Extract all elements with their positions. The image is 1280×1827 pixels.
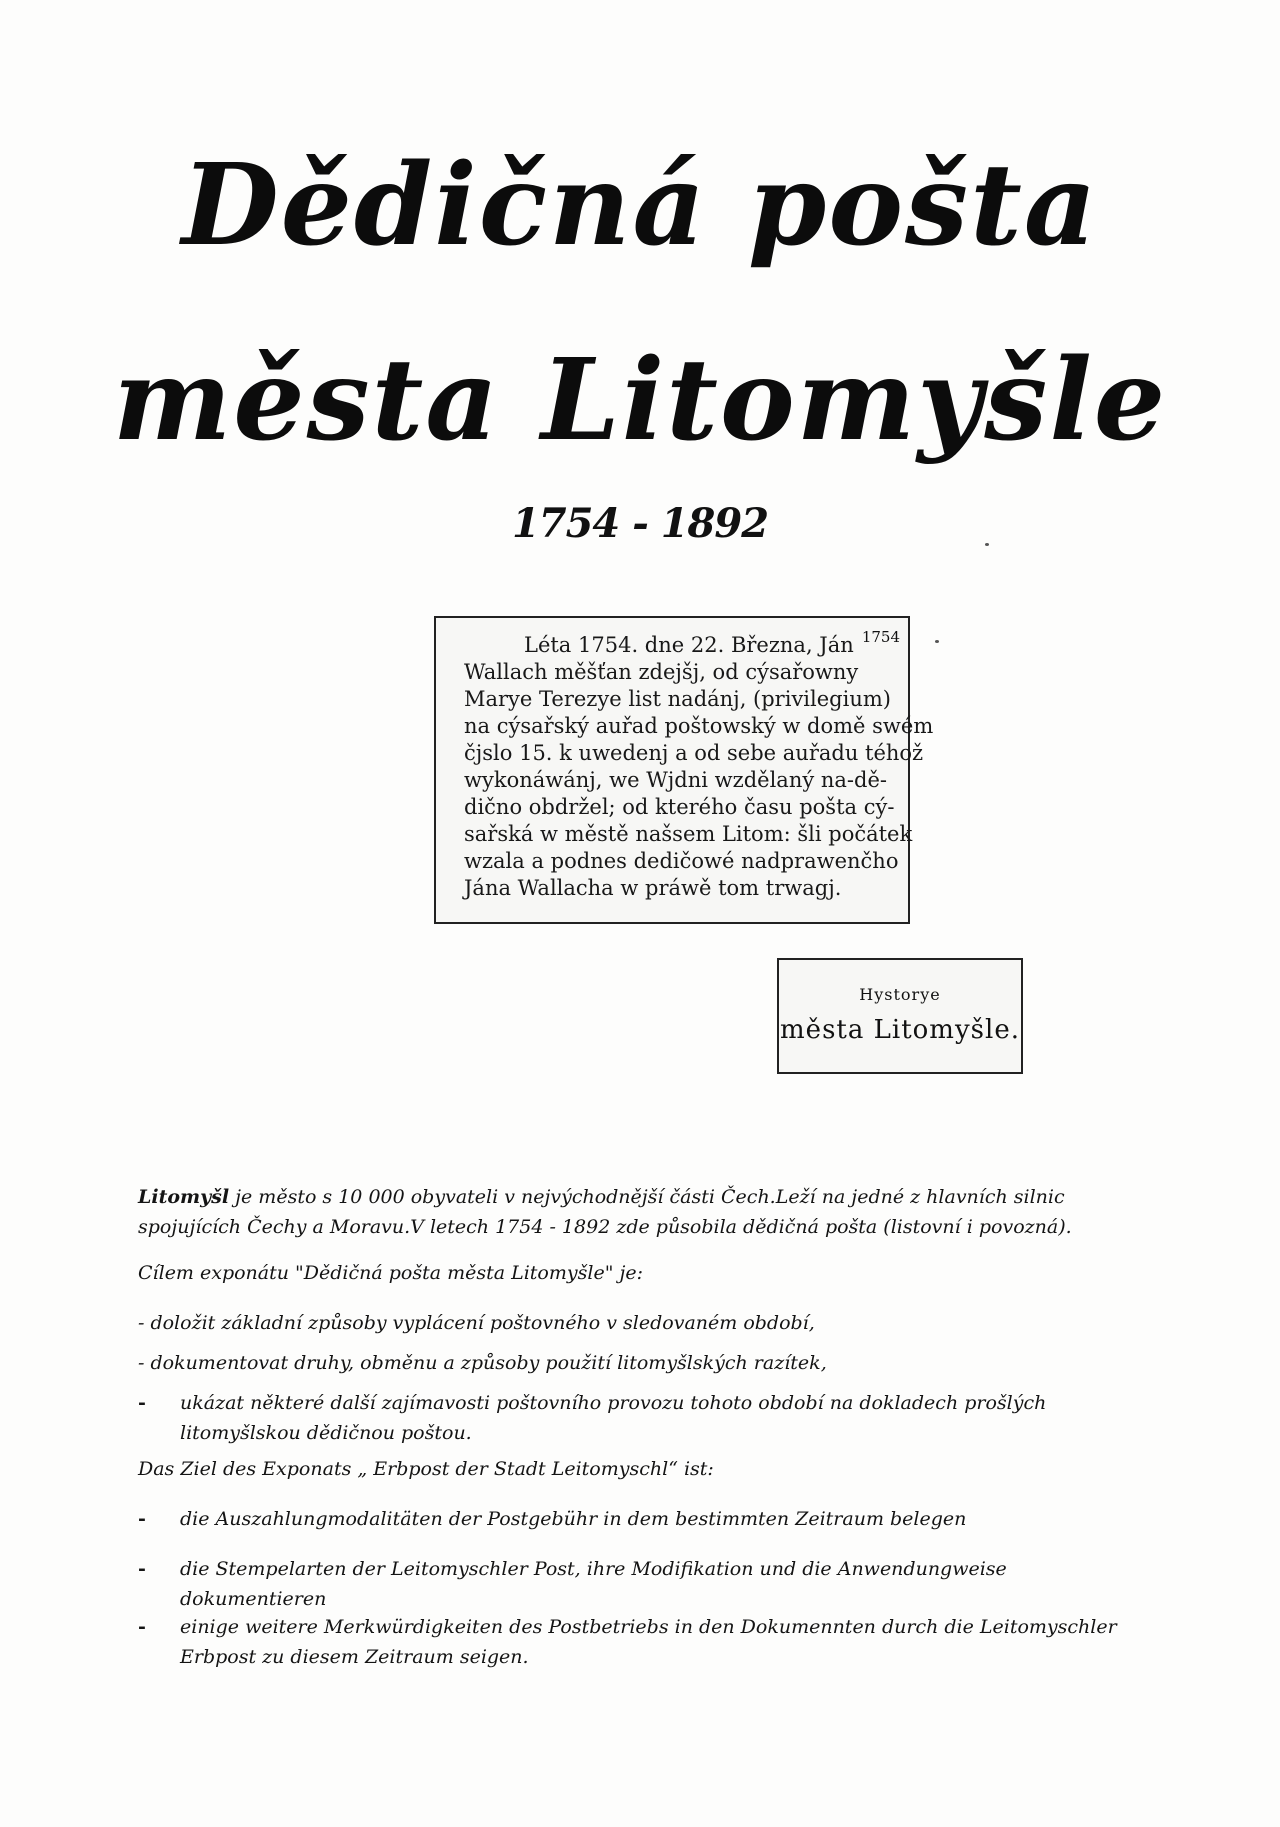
aim-cz-heading: Cílem exponátu "Dědičná pošta města Litomyšle" je:	[138, 1262, 644, 1284]
clipping-line: sařská w městě našsem Litom: šli počátek	[464, 822, 913, 846]
cz-item-3-text: ukázat některé další zajímavosti poštovního provozu tohoto období na dokladech prošlých litomyšlskou dědičnou poštou.	[180, 1392, 1047, 1444]
cz-item-1: - doložit základní způsoby vyplácení poštovného v sledovaném období,	[138, 1312, 815, 1334]
bullet-dash: -	[138, 1558, 146, 1580]
clipping-line: dično obdržel; od kterého času pošta cý-	[464, 795, 895, 819]
clipping-line: Marye Terezye list nadánj, (privilegium)	[464, 687, 891, 711]
aim-de-heading: Das Ziel des Exponats „ Erbpost der Stadt Leitomyschl“ ist:	[138, 1458, 714, 1480]
clipping-line: wzala a podnes dedičowé nadprawenčho	[464, 849, 899, 873]
history-title-clipping	[777, 958, 1023, 1074]
scan-speck	[985, 543, 989, 546]
de-item-2-text: die Stempelarten der Leitomyschler Post, ihre Modifikation und die Anwendungweise dokumentieren	[180, 1558, 1007, 1610]
clipping-line: Léta 1754. dne 22. Března, Ján	[524, 633, 854, 657]
bullet-dash: -	[138, 1508, 146, 1530]
clipping-text	[464, 632, 934, 902]
intro-text: je město s 10 000 obyvateli v nejvýchodnější části Čech.Leží na jedné z hlavních silnic spojujících Čechy a Moravu.V letech 1754 - 1892 zde působila dědičná pošta (listovní i povozná).	[138, 1186, 1072, 1238]
clipping-marginal-year: 1754	[861, 628, 900, 646]
history-clipping-word: Hystorye	[859, 985, 941, 1004]
title-line-2: města Litomyšle	[112, 335, 1168, 466]
intro-lead-word: Litomyšl	[138, 1186, 230, 1208]
de-item-3-text: einige weitere Merkwürdigkeiten des Postbetriebs in den Dokumennten durch die Leitomyschler Erbpost zu diesem Zeitraum seigen.	[180, 1616, 1117, 1668]
year-range: 1754 - 1892	[511, 500, 769, 547]
de-item-1-text: die Auszahlungmodalitäten der Postgebühr in dem bestimmten Zeitraum belegen	[180, 1508, 967, 1530]
intro-paragraph	[138, 1182, 1148, 1242]
clipping-line: Wallach měšťan zdejšj, od cýsařowny	[464, 660, 859, 684]
clipping-line: Jána Wallacha w práwě tom trwagj.	[464, 876, 842, 900]
history-clipping-title: města Litomyšle.	[780, 1015, 1020, 1045]
bullet-dash: -	[138, 1616, 146, 1638]
cz-item-2: - dokumentovat druhy, obměnu a způsoby použití litomyšlských razítek,	[138, 1352, 827, 1374]
bullet-dash: -	[138, 1392, 146, 1414]
clipping-line: wykonáwánj, we Wjdni wzdělaný na-dě-	[464, 768, 887, 792]
title-line-1: Dědičná pošta	[181, 140, 1099, 271]
clipping-line: čjslo 15. k uwedenj a od sebe auřadu téhož	[464, 741, 924, 765]
clipping-line: na cýsařský auřad poštowský w domě swém	[464, 714, 934, 738]
scan-speck	[935, 640, 939, 643]
privilege-clipping	[434, 616, 934, 924]
